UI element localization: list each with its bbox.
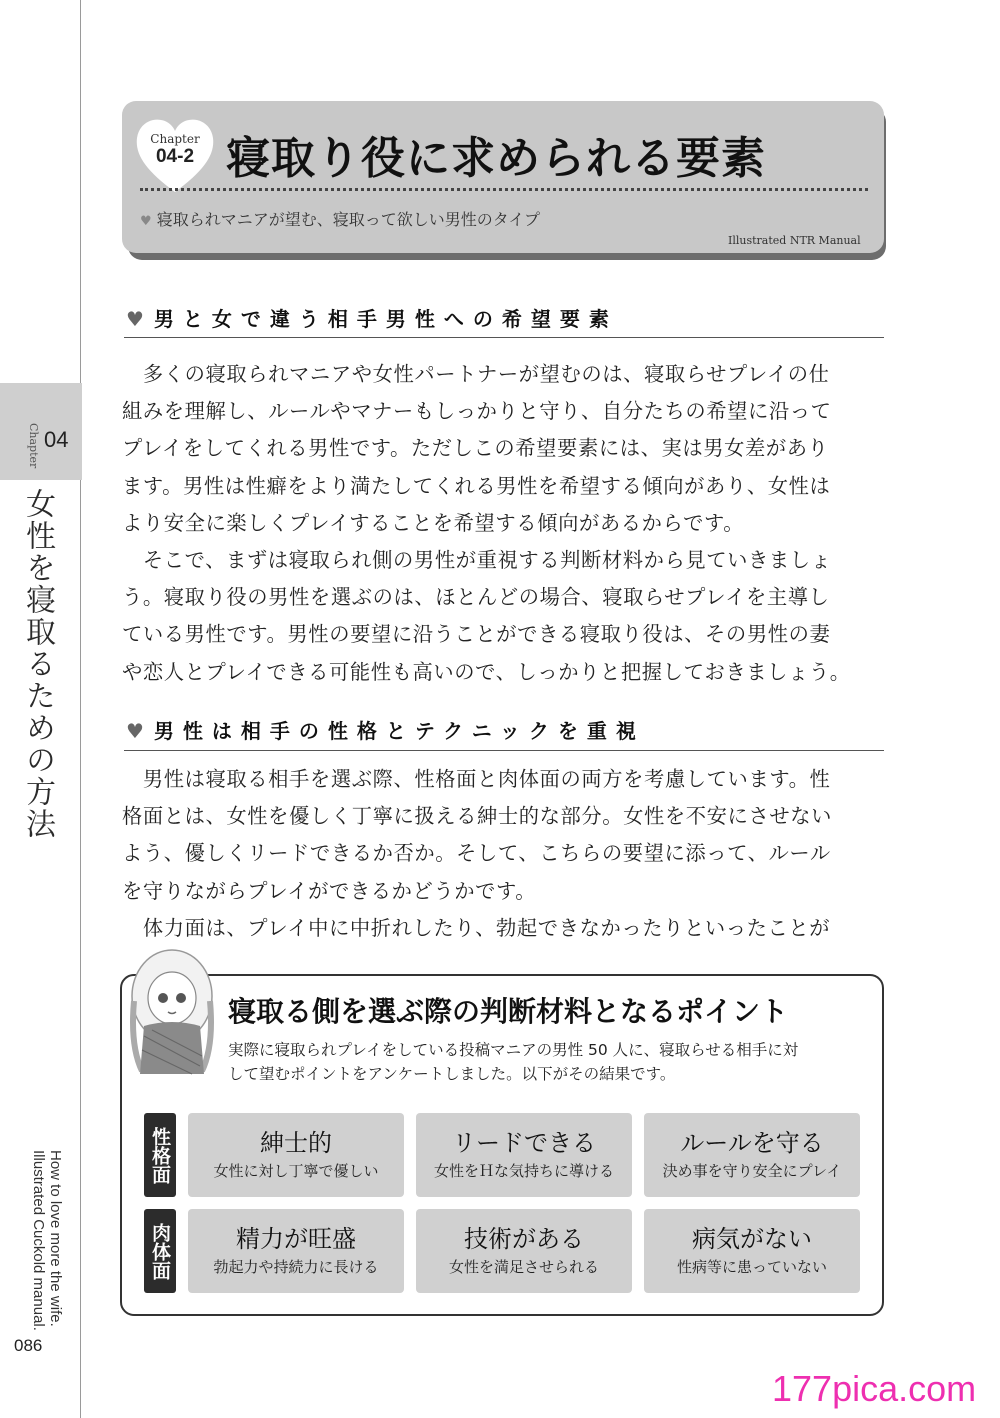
section1-rule: [124, 337, 884, 338]
body-line: より安全に楽しくプレイすることを希望する傾向があるからです。: [122, 510, 745, 535]
body-line: ます。男性は性癖をより満たしてくれる男性を希望する傾向があり、女性は: [122, 473, 831, 498]
body-line: 体力面は、プレイ中に中折れしたり、勃起できなかったりといったことが: [122, 915, 831, 940]
point-title: ルールを守る: [680, 1129, 824, 1157]
english-line-2: Illustrated Cuckold manual.: [30, 1150, 47, 1331]
body-line: 多くの寝取られマニアや女性パートナーが望むのは、寝取らせプレイの仕: [122, 362, 830, 386]
point-detail: 女性をＨな気持ちに導ける: [433, 1162, 614, 1180]
body-line: よう、優しくリードできるか否か。そして、こちらの要望に添って、ルール: [122, 841, 831, 866]
section1-heading: [126, 303, 618, 332]
body-line: 組みを理解し、ルールやマナーもしっかりと守り、自分たちの希望に沿って: [122, 399, 832, 424]
page-subtitle: [140, 207, 540, 230]
survey-desc-line: 実際に寝取られプレイをしている投稿マニアの男性 50 人に、寝取らせる相手に対: [228, 1041, 799, 1059]
point-detail: 女性を満足させられる: [448, 1258, 599, 1276]
point-detail: 女性に対し丁寧で優しい: [213, 1162, 379, 1180]
heart-bullet-icon: ♥: [140, 214, 152, 229]
body-line: プレイをしてくれる男性です。ただしこの希望要素には、実は男女差があり: [122, 436, 829, 461]
point-detail: 決め事を守り安全にプレイ: [662, 1162, 842, 1180]
watermark: 177pica.com: [772, 1368, 977, 1409]
chapter-tab-number: 04: [44, 427, 69, 452]
point-detail: 勃起力や持続力に長ける: [213, 1258, 379, 1276]
section2-heading: [126, 715, 645, 744]
point-title: 精力が旺盛: [236, 1225, 356, 1253]
chapter-vertical-title: 女性を寝取るための方法: [20, 488, 55, 840]
book-english-title: [30, 1150, 64, 1331]
body-line: 男性は寝取る相手を選ぶ際、性格面と肉体面の両方を考慮しています。性: [122, 767, 831, 791]
girl-illustration: [122, 946, 222, 1086]
chapter-tab: [0, 383, 82, 480]
title-dotted-rule: [140, 188, 868, 191]
survey-title: 寝取る側を選ぶ際の判断材料となるポイント: [228, 995, 789, 1028]
sidebar-divider: [80, 0, 81, 1418]
point-title: 技術がある: [464, 1225, 584, 1253]
point-title: 紳士的: [260, 1129, 332, 1157]
page-title: 寝取り役に求められる要素: [226, 133, 766, 184]
category-label-personality: 性格面: [144, 1113, 176, 1197]
english-line-1: How to love more the wife.: [47, 1150, 64, 1327]
point-cell: [644, 1209, 860, 1293]
body-line: を守りながらプレイができるかどうかです。: [122, 878, 537, 903]
point-title: 病気がない: [692, 1225, 812, 1253]
chapter-section-number: 04-2: [155, 146, 195, 167]
point-title: リードできる: [452, 1129, 596, 1157]
point-detail: 性病等に患っていない: [676, 1258, 827, 1276]
page-number: 086: [14, 1336, 43, 1355]
survey-description: [228, 1038, 868, 1086]
chapter-tab-label: Chapter: [27, 423, 40, 469]
section1-body: [122, 356, 888, 691]
section2-rule: [124, 750, 884, 751]
point-cell: [416, 1113, 632, 1197]
body-line: や恋人とプレイできる可能性も高いので、しっかりと把握しておきましょう。: [122, 659, 851, 684]
heart-bullet-icon: ♥: [126, 307, 144, 331]
body-line: ている男性です。男性の要望に沿うことができる寝取り役は、その男性の妻: [122, 622, 831, 647]
chapter-word: Chapter: [150, 132, 200, 146]
body-line: 格面とは、女性を優しく丁寧に扱える紳士的な部分。女性を不安にさせない: [122, 804, 832, 829]
point-cell: [188, 1113, 404, 1197]
survey-desc-line: して望むポイントをアンケートしました。以下がその結果です。: [228, 1065, 676, 1083]
heart-bullet-icon: ♥: [126, 719, 144, 743]
subtitle-text: 寝取られマニアが望む、寝取って欲しい男性のタイプ: [156, 210, 540, 229]
point-cell: [644, 1113, 860, 1197]
manual-label: Illustrated NTR Manual: [728, 234, 861, 247]
section2-body: [122, 761, 888, 947]
point-cell: [188, 1209, 404, 1293]
point-cell: [416, 1209, 632, 1293]
chapter-heart-badge: [135, 118, 215, 194]
section2-heading-text: 男性は相手の性格とテクニックを重視: [153, 719, 645, 743]
body-line: う。寝取り役の男性を選ぶのは、ほとんどの場合、寝取らせプレイを主導し: [122, 585, 830, 610]
category-label-physical: 肉体面: [144, 1209, 176, 1293]
section1-heading-text: 男と女で違う相手男性への希望要素: [153, 307, 618, 331]
body-line: そこで、まずは寝取られ側の男性が重視する判断材料から見ていきましょ: [122, 548, 832, 573]
